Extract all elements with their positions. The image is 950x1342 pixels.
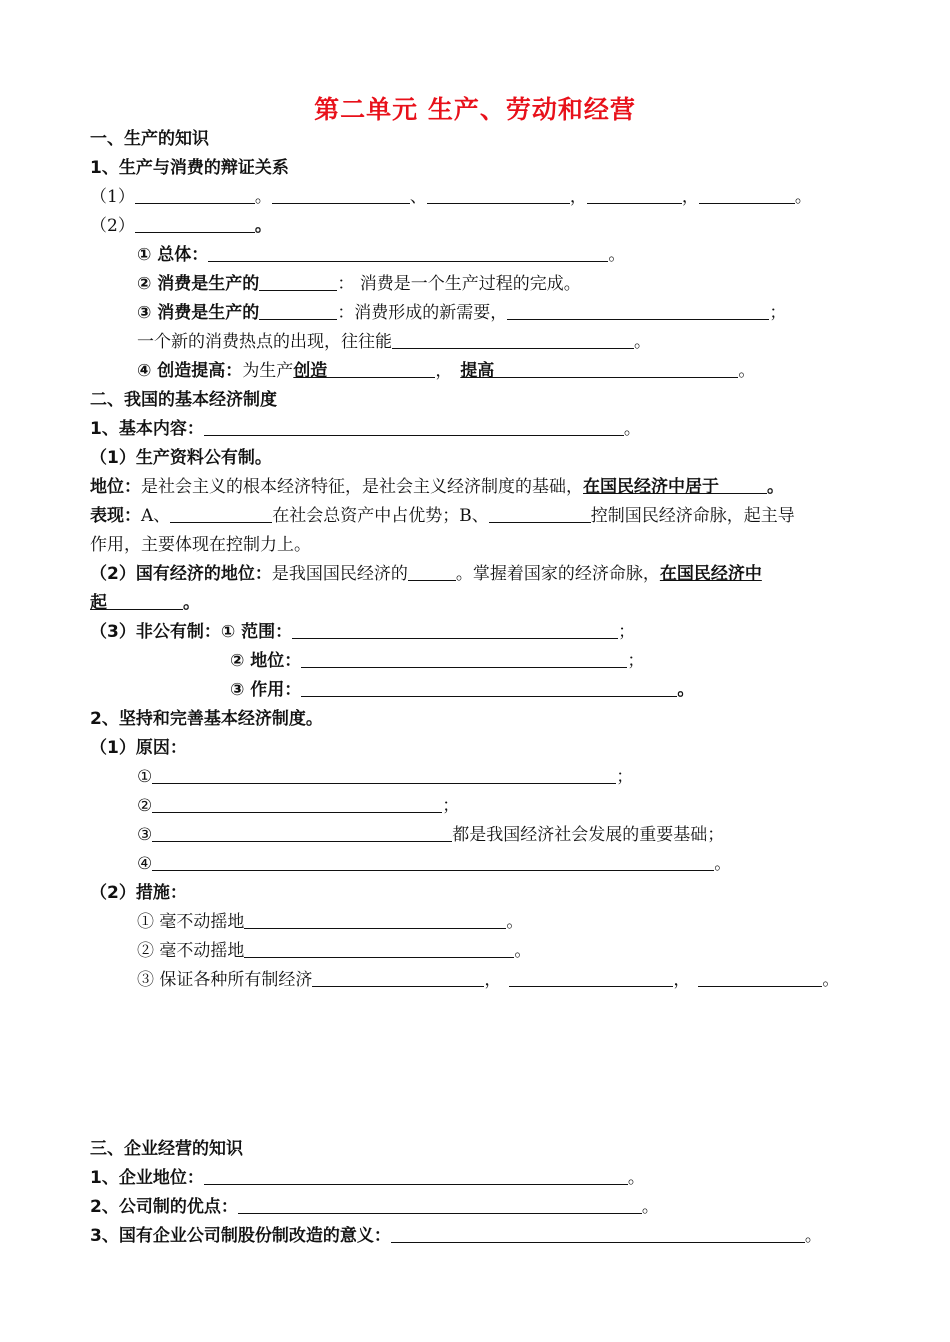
- punct: ，: [484, 970, 502, 990]
- blank-line[interactable]: [698, 970, 822, 987]
- s2-part-3-scope: [90, 621, 635, 643]
- s2-part-1: （1）生产资料公有制。: [90, 448, 272, 468]
- label: （2）国有经济的地位：: [90, 564, 272, 584]
- question-label: 3、国有企业公司制股份制改造的意义：: [90, 1226, 391, 1246]
- item-label: ④ 创造提高：: [137, 361, 243, 381]
- label: 表现：: [90, 506, 141, 526]
- item-label: ① 范围：: [220, 622, 293, 642]
- punct: 。: [641, 1197, 659, 1217]
- blank-line[interactable]: [152, 767, 616, 784]
- blank-line[interactable]: [392, 332, 634, 349]
- item-label: ①: [137, 767, 153, 787]
- punct: ；: [618, 622, 636, 642]
- punct: 。: [627, 1168, 645, 1188]
- text: 。掌握着国家的经济命脉，: [455, 564, 660, 584]
- s1-row-2: [90, 215, 272, 237]
- label: 地位：: [90, 477, 141, 497]
- s3-question-2: [90, 1196, 659, 1218]
- blank-line[interactable]: [587, 187, 682, 204]
- item-label: ② 消费是生产的: [137, 274, 260, 294]
- s2-part-2b: [90, 592, 200, 614]
- blank-line[interactable]: [408, 564, 456, 581]
- item-label: ②: [137, 796, 153, 816]
- punct: 。: [634, 332, 651, 352]
- question-label: 2、公司制的优点：: [90, 1197, 238, 1217]
- text: 是社会主义的根本经济特征，是社会主义经济制度的基础，: [141, 477, 583, 497]
- blank-line[interactable]: [238, 1197, 642, 1214]
- s2-reason: （1）原因：: [90, 738, 187, 758]
- item-text: ③ 保证各种所有制经济: [137, 970, 313, 990]
- punct: 。: [804, 1226, 822, 1246]
- s2-part-3-status: [230, 650, 644, 672]
- s1-item-2: [137, 273, 581, 295]
- s2-reason-1: [137, 766, 633, 788]
- item-label: ③: [137, 825, 153, 845]
- text: 是我国国民经济的: [271, 564, 408, 584]
- punct: 。: [623, 419, 641, 439]
- s2-reason-2: [137, 795, 459, 817]
- s3-question-1: [90, 1167, 645, 1189]
- punct: 、: [409, 187, 427, 207]
- item-label: ④: [137, 854, 153, 874]
- section-2-heading: 二、我国的基本经济制度: [90, 390, 277, 410]
- blank-line[interactable]: [507, 303, 769, 320]
- punct: 。: [767, 477, 784, 497]
- s2-part-3-role: [230, 679, 694, 701]
- item-text: 为生产: [242, 361, 294, 381]
- punct: 。: [506, 912, 524, 932]
- underlined-text: 创造: [293, 361, 328, 381]
- item-label: ③ 作用：: [230, 680, 302, 700]
- underlined-text: 起: [90, 593, 107, 613]
- item-label: ③ 消费是生产的: [137, 303, 260, 323]
- blank-line[interactable]: [204, 419, 624, 436]
- blank-line[interactable]: [391, 1226, 805, 1243]
- blank-line[interactable]: [244, 941, 514, 958]
- punct: 。: [822, 970, 840, 990]
- s2-measures: （2）措施：: [90, 883, 187, 903]
- blank-line[interactable]: [292, 622, 618, 639]
- punct: ；: [442, 796, 460, 816]
- underlined-text: 提高: [460, 361, 495, 381]
- item-text: ② 毫不动摇地: [137, 941, 245, 961]
- section-1-heading: 一、生产的知识: [90, 129, 209, 149]
- s2-reason-4: [137, 853, 731, 875]
- blank-line[interactable]: [259, 303, 337, 320]
- punct: ，: [435, 361, 453, 381]
- punct: 。: [794, 187, 812, 207]
- item-label: ① 总体：: [137, 245, 209, 265]
- punct: ；: [616, 767, 634, 787]
- underlined-text: 在国民经济中: [659, 564, 762, 584]
- text: A、: [141, 506, 171, 526]
- s2-question-1: [90, 418, 641, 440]
- question-label: 1、企业地位：: [90, 1168, 204, 1188]
- punct: 。: [608, 245, 626, 265]
- punct: 。: [514, 941, 532, 961]
- page-title: 第二单元 生产、劳动和经营: [314, 95, 636, 124]
- blank-line[interactable]: [204, 1168, 628, 1185]
- punct: 。: [714, 854, 732, 874]
- text: 在社会总资产中占优势；B、: [272, 506, 489, 526]
- s2-measure-1: [137, 911, 523, 933]
- blank-line[interactable]: [327, 361, 435, 378]
- blank-line[interactable]: [312, 970, 484, 987]
- label: （3）非公有制：: [90, 622, 221, 642]
- blank-line[interactable]: [427, 187, 570, 204]
- blank-line[interactable]: [272, 187, 410, 204]
- s1-row-1: [90, 186, 812, 208]
- s1-item-4: [137, 360, 755, 382]
- blank-line[interactable]: [152, 825, 452, 842]
- blank-line[interactable]: [699, 187, 795, 204]
- item-text: ：消费形成的新需要，: [337, 303, 508, 323]
- blank-line[interactable]: [301, 651, 627, 668]
- blank-line[interactable]: [107, 593, 183, 610]
- s1-question-1: 1、生产与消费的辩证关系: [90, 158, 289, 178]
- punct: ，: [681, 187, 699, 207]
- punct: 。: [183, 593, 200, 613]
- s2-question-2: 2、坚持和完善基本经济制度。: [90, 709, 323, 729]
- punct: 。: [738, 361, 756, 381]
- blank-line[interactable]: [244, 912, 506, 929]
- s2-measure-2: [137, 940, 531, 962]
- row-label: （2）: [90, 216, 135, 236]
- blank-line[interactable]: [489, 506, 591, 523]
- blank-line[interactable]: [494, 361, 738, 378]
- blank-line[interactable]: [301, 680, 677, 697]
- item-text: 都是我国经济社会发展的重要基础；: [452, 825, 725, 845]
- punct: ；: [627, 651, 645, 671]
- item-text: ① 毫不动摇地: [137, 912, 245, 932]
- blank-line[interactable]: [135, 216, 255, 233]
- item-text: 一个新的消费热点的出现，往往能: [137, 332, 392, 352]
- blank-line[interactable]: [170, 506, 272, 523]
- punct: 。: [254, 216, 272, 236]
- punct: 。: [254, 187, 272, 207]
- s2-expression: [90, 505, 795, 527]
- s1-item-3b: [137, 331, 651, 353]
- s2-position: [90, 476, 784, 498]
- underlined-text: 在国民经济中居于: [583, 477, 719, 497]
- row-label: （1）: [90, 187, 135, 207]
- text: 控制国民经济命脉，起主导: [590, 506, 795, 526]
- s1-item-1: [137, 244, 625, 266]
- s1-item-3: [137, 302, 786, 324]
- s2-measure-3: [137, 969, 839, 991]
- punct: ，: [569, 187, 587, 207]
- blank-line[interactable]: [259, 274, 337, 291]
- blank-line[interactable]: [152, 854, 714, 871]
- s2-reason-3: [137, 824, 724, 846]
- punct: ，: [673, 970, 691, 990]
- punct: ；: [769, 303, 787, 323]
- blank-line[interactable]: [135, 187, 255, 204]
- punct: 。: [677, 680, 695, 700]
- question-label: 1、基本内容：: [90, 419, 204, 439]
- item-text: ： 消费是一个生产过程的完成。: [337, 274, 581, 294]
- section-3-heading: 三、企业经营的知识: [90, 1139, 243, 1159]
- item-label: ② 地位：: [230, 651, 302, 671]
- blank-line[interactable]: [208, 245, 608, 262]
- blank-line[interactable]: [719, 477, 767, 494]
- s2-expression-2: 作用，主要体现在控制力上。: [90, 535, 311, 555]
- s2-part-2: [90, 563, 762, 585]
- s3-question-3: [90, 1225, 822, 1247]
- blank-line[interactable]: [509, 970, 673, 987]
- blank-line[interactable]: [152, 796, 442, 813]
